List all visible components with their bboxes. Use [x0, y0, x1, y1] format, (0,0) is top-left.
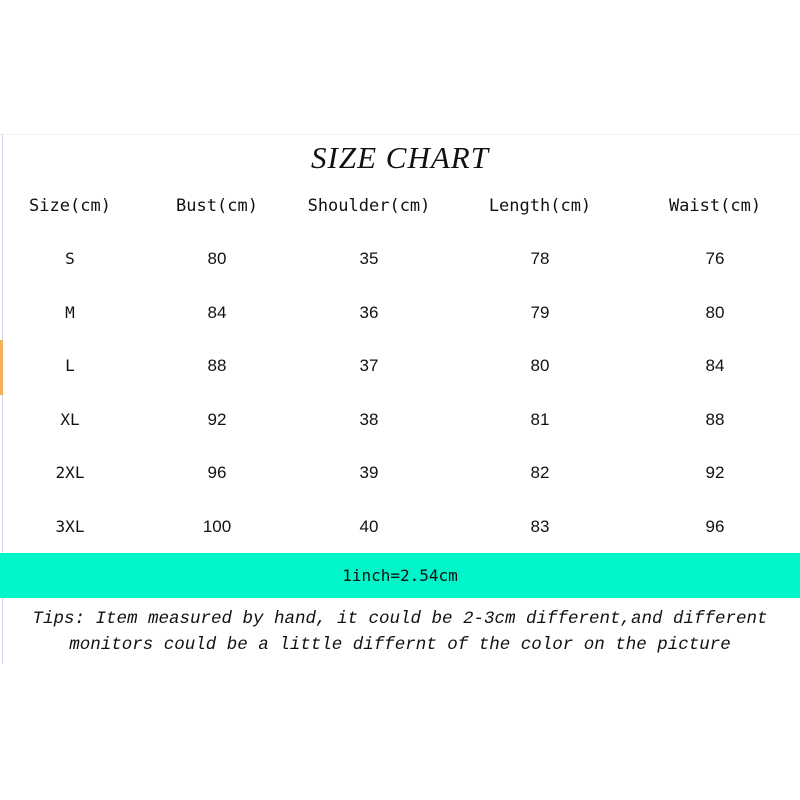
header-shoulder: Shoulder(cm) — [307, 196, 431, 216]
cell-shoulder: 35 — [359, 249, 379, 268]
cell-length: 80 — [530, 356, 550, 376]
cell-bust: 84 — [207, 302, 227, 322]
cell-waist: 96 — [705, 516, 725, 536]
cell-shoulder: 39 — [359, 463, 379, 483]
cell-waist: 84 — [705, 356, 725, 376]
cell-size: 2XL — [55, 463, 85, 483]
tips-line-2: monitors could be a little differnt of the color on the picture — [69, 635, 731, 655]
cell-shoulder: 36 — [359, 302, 379, 322]
cell-length: 83 — [530, 516, 550, 536]
cell-bust: 100 — [202, 516, 232, 536]
cell-length: 81 — [530, 409, 550, 429]
cell-waist: 76 — [705, 249, 725, 268]
header-bust: Bust(cm) — [176, 196, 258, 216]
conversion-banner: 1inch=2.54cm — [0, 553, 800, 598]
header-waist: Waist(cm) — [668, 196, 762, 216]
cell-shoulder: 38 — [359, 409, 379, 429]
cell-waist: 80 — [705, 302, 725, 322]
cell-length: 79 — [530, 302, 550, 322]
tips-line-1: Tips: Item measured by hand, it could be 2-3cm different,and different — [32, 609, 768, 629]
cell-shoulder: 37 — [359, 356, 379, 376]
header-length: Length(cm) — [488, 196, 592, 216]
cell-length: 82 — [530, 463, 550, 483]
table-row — [0, 249, 800, 303]
cell-bust: 96 — [207, 463, 227, 483]
table-row — [0, 463, 800, 517]
table-header-row — [0, 196, 800, 224]
table-row — [0, 410, 800, 464]
cell-size: M — [65, 302, 75, 322]
cell-waist: 92 — [705, 463, 725, 483]
cell-bust: 92 — [207, 409, 227, 429]
cell-waist: 88 — [705, 409, 725, 429]
table-row — [0, 356, 800, 410]
cell-bust: 80 — [207, 249, 227, 268]
tips-note — [0, 606, 800, 658]
cell-length: 78 — [530, 249, 550, 268]
cell-shoulder: 40 — [359, 516, 379, 536]
cell-size: XL — [60, 409, 80, 429]
size-table-body — [0, 249, 800, 571]
frame-top-line — [0, 134, 800, 135]
size-chart-title: SIZE CHART — [311, 140, 489, 175]
cell-size: S — [65, 249, 75, 268]
cell-size: 3XL — [55, 516, 85, 536]
cell-size: L — [65, 356, 75, 376]
header-size: Size(cm) — [29, 196, 111, 216]
table-row — [0, 303, 800, 357]
cell-bust: 88 — [207, 356, 227, 376]
